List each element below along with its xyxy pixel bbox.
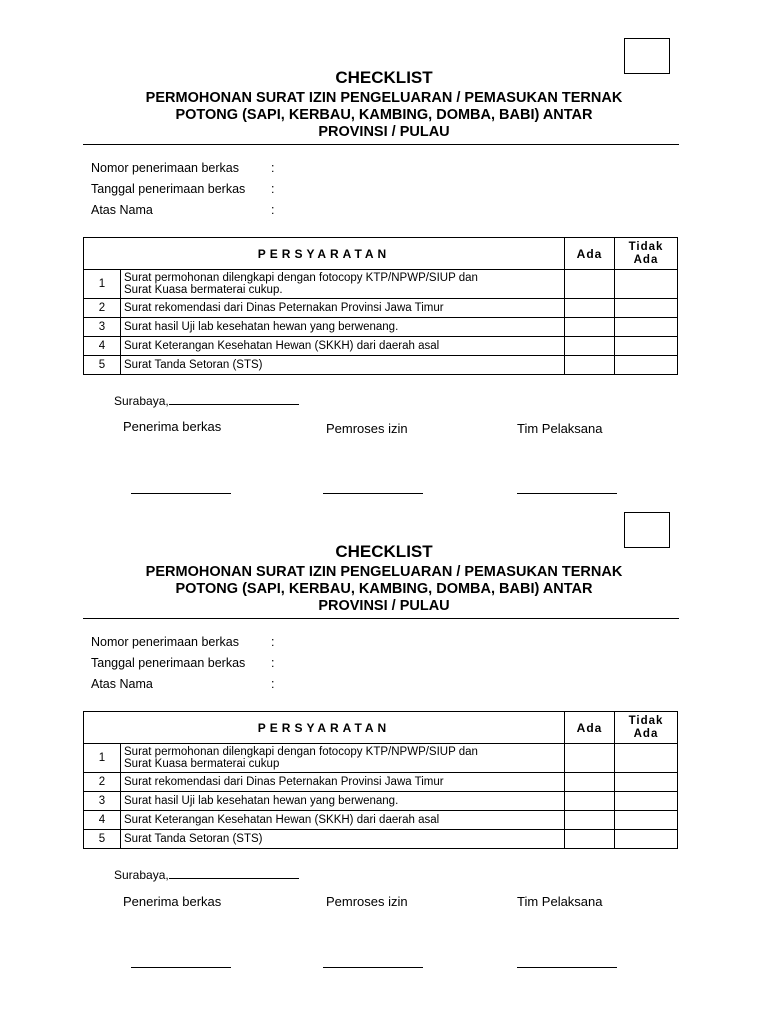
header-ada: Ada <box>565 712 615 744</box>
subtitle-line: PERMOHONAN SURAT IZIN PENGELUARAN / PEMASUKAN TERNAK <box>145 90 623 106</box>
signature-label-tim: Tim Pelaksana <box>517 421 603 436</box>
info-field-tanggal <box>91 182 275 196</box>
tidak-ada-checkbox-cell[interactable] <box>615 744 678 773</box>
row-description: Surat rekomendasi dari Dinas Peternakan Provinsi Jawa Timur <box>121 773 565 792</box>
row-number: 3 <box>84 318 121 337</box>
info-field-atas-nama <box>91 203 275 217</box>
table-row <box>84 773 678 792</box>
row-number: 3 <box>84 792 121 811</box>
signature-line-penerima[interactable] <box>131 967 231 968</box>
row-number: 1 <box>84 270 121 299</box>
info-field-atas-nama <box>91 677 275 691</box>
header-divider <box>83 618 679 619</box>
table-row <box>84 792 678 811</box>
city-label: Surabaya, <box>114 868 169 882</box>
table-row <box>84 830 678 849</box>
row-description: Surat Tanda Setoran (STS) <box>121 830 565 849</box>
subtitle-line: PROVINSI / PULAU <box>318 124 450 140</box>
info-colon: : <box>271 677 275 691</box>
table-row <box>84 337 678 356</box>
form-title: CHECKLIST <box>335 542 433 561</box>
table-header-row <box>84 712 678 744</box>
header-tidak-line: Tidak <box>628 714 664 727</box>
tidak-ada-checkbox-cell[interactable] <box>615 270 678 299</box>
header-persyaratan: PERSYARATAN <box>84 238 565 270</box>
header-tidak-line: Tidak <box>628 240 664 253</box>
requirements-table <box>83 711 678 849</box>
info-label: Atas Nama <box>91 677 153 691</box>
checklist-form-2 <box>0 474 768 948</box>
signature-label-penerima: Penerima berkas <box>123 419 222 434</box>
subtitle-line: PERMOHONAN SURAT IZIN PENGELUARAN / PEMASUKAN TERNAK <box>145 564 623 580</box>
row-number: 5 <box>84 830 121 849</box>
row-number: 1 <box>84 744 121 773</box>
ada-checkbox-cell[interactable] <box>565 270 615 299</box>
city-label: Surabaya, <box>114 394 169 408</box>
row-text: Surat Kuasa bermaterai cukup. <box>124 284 283 296</box>
row-number: 4 <box>84 811 121 830</box>
info-label: Tanggal penerimaan berkas <box>91 182 246 196</box>
table-row <box>84 811 678 830</box>
tidak-ada-checkbox-cell[interactable] <box>615 773 678 792</box>
city-date <box>114 393 299 408</box>
tidak-ada-checkbox-cell[interactable] <box>615 337 678 356</box>
signature-label-tim: Tim Pelaksana <box>517 894 603 909</box>
tidak-ada-checkbox-cell[interactable] <box>615 318 678 337</box>
form-title: CHECKLIST <box>335 68 433 87</box>
city-date <box>114 867 299 882</box>
row-number: 2 <box>84 299 121 318</box>
table-header-row <box>84 238 678 270</box>
signature-line-pemroses[interactable] <box>323 967 423 968</box>
table-row <box>84 318 678 337</box>
info-label: Tanggal penerimaan berkas <box>91 656 246 670</box>
checklist-form-1 <box>0 0 768 474</box>
row-description: Surat Keterangan Kesehatan Hewan (SKKH) dari daerah asal <box>121 337 565 356</box>
tidak-ada-checkbox-cell[interactable] <box>615 811 678 830</box>
tidak-ada-checkbox-cell[interactable] <box>615 830 678 849</box>
table-row <box>84 356 678 375</box>
info-colon: : <box>271 203 275 217</box>
ada-checkbox-cell[interactable] <box>565 830 615 849</box>
requirements-table <box>83 237 678 375</box>
table-row <box>84 744 678 773</box>
info-field-nomor <box>91 635 275 649</box>
row-description: Surat rekomendasi dari Dinas Peternakan Provinsi Jawa Timur <box>121 299 565 318</box>
signature-label-pemroses: Pemroses izin <box>326 421 408 436</box>
row-description: Surat Keterangan Kesehatan Hewan (SKKH) dari daerah asal <box>121 811 565 830</box>
ada-checkbox-cell[interactable] <box>565 744 615 773</box>
info-colon: : <box>271 635 275 649</box>
date-line[interactable] <box>169 867 299 879</box>
info-field-nomor <box>91 161 275 175</box>
row-description <box>121 744 565 773</box>
subtitle-line: PROVINSI / PULAU <box>318 598 450 614</box>
table-row <box>84 299 678 318</box>
header-divider <box>83 144 679 145</box>
info-label: Nomor penerimaan berkas <box>91 161 239 175</box>
ada-checkbox-cell[interactable] <box>565 299 615 318</box>
tidak-ada-checkbox-cell[interactable] <box>615 792 678 811</box>
info-colon: : <box>271 161 275 175</box>
form-subtitle <box>80 90 688 141</box>
row-text: Surat permohonan dilengkapi dengan fotocopy KTP/NPWP/SIUP dan <box>124 272 478 284</box>
ada-checkbox-cell[interactable] <box>565 773 615 792</box>
header-tidak-ada <box>615 238 678 270</box>
signature-label-pemroses: Pemroses izin <box>326 894 408 909</box>
ada-checkbox-cell[interactable] <box>565 811 615 830</box>
row-text: Surat Kuasa bermaterai cukup <box>124 758 280 770</box>
signature-label-penerima: Penerima berkas <box>123 894 222 909</box>
header-tidak-ada <box>615 712 678 744</box>
date-line[interactable] <box>169 393 299 405</box>
ada-checkbox-cell[interactable] <box>565 318 615 337</box>
row-text: Surat permohonan dilengkapi dengan fotocopy KTP/NPWP/SIUP dan <box>124 746 478 758</box>
row-description: Surat hasil Uji lab kesehatan hewan yang berwenang. <box>121 318 565 337</box>
row-description <box>121 270 565 299</box>
tidak-ada-checkbox-cell[interactable] <box>615 299 678 318</box>
row-description: Surat hasil Uji lab kesehatan hewan yang berwenang. <box>121 792 565 811</box>
row-number: 2 <box>84 773 121 792</box>
form-subtitle <box>80 564 688 615</box>
table-row <box>84 270 678 299</box>
signature-line-tim[interactable] <box>517 967 617 968</box>
row-description: Surat Tanda Setoran (STS) <box>121 356 565 375</box>
header-persyaratan: PERSYARATAN <box>84 712 565 744</box>
info-colon: : <box>271 182 275 196</box>
header-tidak-line: Ada <box>633 253 659 266</box>
header-tidak-line: Ada <box>633 727 659 740</box>
subtitle-line: POTONG (SAPI, KERBAU, KAMBING, DOMBA, BABI) ANTAR <box>175 107 593 123</box>
row-number: 4 <box>84 337 121 356</box>
info-label: Atas Nama <box>91 203 153 217</box>
info-colon: : <box>271 656 275 670</box>
subtitle-line: POTONG (SAPI, KERBAU, KAMBING, DOMBA, BABI) ANTAR <box>175 581 593 597</box>
info-label: Nomor penerimaan berkas <box>91 635 239 649</box>
row-number: 5 <box>84 356 121 375</box>
ada-checkbox-cell[interactable] <box>565 356 615 375</box>
ada-checkbox-cell[interactable] <box>565 337 615 356</box>
header-ada: Ada <box>565 238 615 270</box>
ada-checkbox-cell[interactable] <box>565 792 615 811</box>
tidak-ada-checkbox-cell[interactable] <box>615 356 678 375</box>
info-field-tanggal <box>91 656 275 670</box>
